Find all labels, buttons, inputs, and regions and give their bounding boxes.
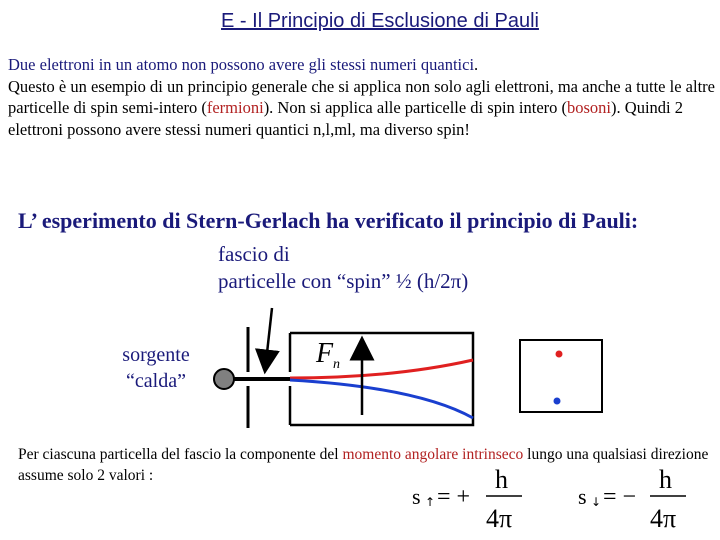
bosoni-term: bosoni	[567, 98, 612, 117]
force-label: F	[316, 338, 334, 369]
beam-label-line2: particelle con “spin” ½ (h/2π)	[218, 269, 469, 293]
page-title: E - Il Principio di Esclusione di Pauli	[221, 10, 539, 32]
pauli-statement-end: .	[474, 55, 479, 74]
intro-text-a: Questo è un esempio di un principio generale che si applica non solo agli elettroni, ma anche a tutte le altre particelle di spin semi-intero (	[8, 76, 715, 117]
source-sphere	[214, 369, 234, 389]
spin-up-arrow: ↑	[425, 495, 436, 509]
source-label-line2: “calda”	[126, 370, 186, 392]
spin-up-symbol: s	[412, 484, 421, 509]
detection-screen	[520, 340, 602, 412]
spin-up-sign: = +	[437, 484, 471, 510]
footer-text-a: Per ciascuna particella del fascio la componente del	[18, 446, 343, 463]
intro-text-c: ). Quindi 2 elettroni possono avere stessi numeri quantici n,l,ml, ma diverso spin!	[8, 98, 683, 139]
stern-gerlach-heading: L’ esperimento di Stern-Gerlach ha verificato il principio di Pauli:	[18, 208, 639, 233]
beam-label-line1: fascio di	[218, 242, 290, 266]
source-label-line1: sorgente	[122, 344, 190, 366]
spin-up-numerator: h	[495, 465, 508, 494]
spin-down-numerator: h	[659, 465, 672, 494]
incoming-arrow	[266, 308, 272, 362]
momento-angolare-term: momento angolare intrinseco	[342, 446, 524, 463]
footer-paragraph	[18, 444, 718, 486]
pauli-statement: Due elettroni in un atomo non possono avere gli stessi numeri quantici	[8, 55, 475, 74]
spin-down-arrow: ↓	[591, 495, 602, 509]
footer-text-b: lungo una qualsiasi direzione assume solo 2 valori :	[18, 446, 709, 484]
spin-up-spot	[556, 351, 563, 358]
intro-text-b: ). Non si applica alle particelle di spin intero (	[263, 98, 568, 117]
fermioni-term: fermioni	[206, 98, 264, 117]
spin-down-spot	[554, 398, 561, 405]
spin-down-symbol: s	[578, 484, 587, 509]
lower-beam	[290, 380, 473, 418]
force-subscript: n	[333, 357, 340, 372]
spin-up-denominator: 4π	[486, 504, 513, 533]
spin-down-denominator: 4π	[650, 504, 677, 533]
spin-down-sign: = −	[603, 484, 637, 510]
